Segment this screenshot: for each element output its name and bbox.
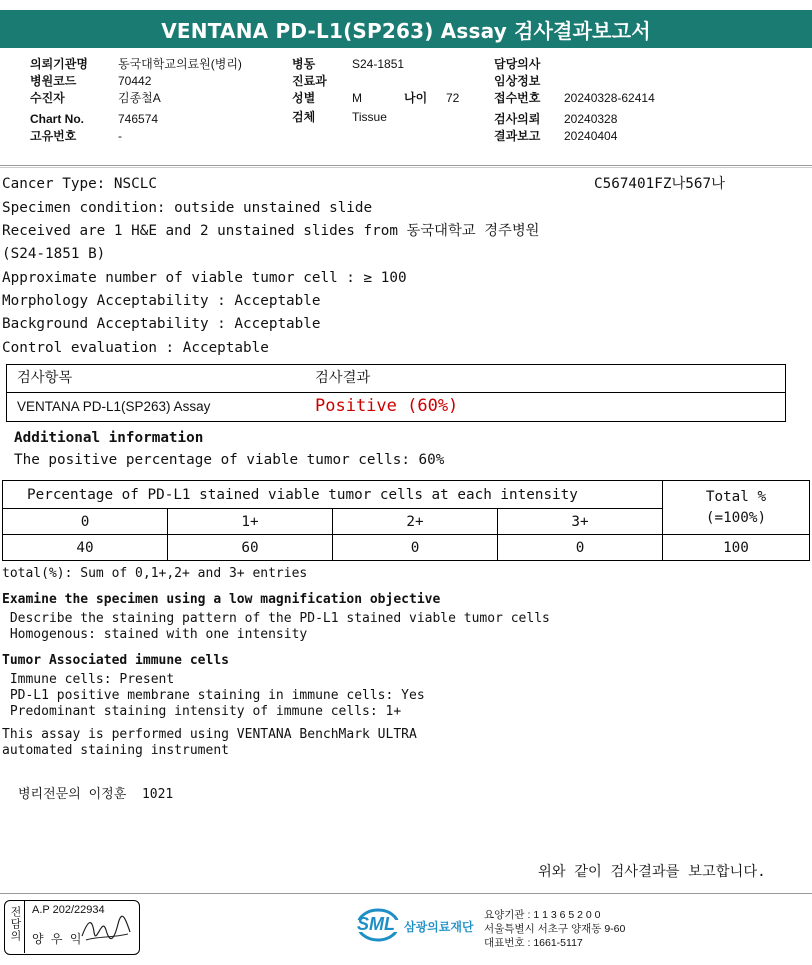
cancer-type: Cancer Type: NSCLC xyxy=(2,176,157,192)
info-label: 병원코드 xyxy=(30,74,77,88)
info-label: 진료과 xyxy=(292,74,327,88)
col-header-3: 3+ xyxy=(498,509,663,535)
result-value: Positive (60%) xyxy=(315,396,459,416)
info-value: M xyxy=(352,91,362,105)
specimen-number: (S24-1851 B) xyxy=(2,246,106,262)
info-label: 검사의뢰 xyxy=(494,112,541,126)
logo-text: SML xyxy=(357,914,395,934)
value-3: 0 xyxy=(498,535,663,561)
viable-tumor-count: Approximate number of viable tumor cell : ≥ 100 xyxy=(2,270,407,286)
info-value: 동국대학교의료원(병리) xyxy=(118,57,242,71)
total-label-2: (=100%) xyxy=(705,509,767,526)
value-1: 60 xyxy=(168,535,333,561)
immune-line-2: PD-L1 positive membrane staining in immune cells: Yes xyxy=(2,688,425,703)
info-label: 담당의사 xyxy=(494,57,541,71)
info-value: S24-1851 xyxy=(352,57,405,71)
result-header-result: 검사결과 xyxy=(315,370,371,386)
assay-line-2: automated staining instrument xyxy=(2,743,229,758)
contact-line-2: 서울특별시 서초구 양재동 9-60 xyxy=(484,923,626,935)
divider xyxy=(0,893,812,894)
info-value: 70442 xyxy=(118,74,152,88)
total-header xyxy=(663,481,810,535)
col-header-0: 0 xyxy=(3,509,168,535)
age-value: 72 xyxy=(446,91,460,105)
info-value: 20240328-62414 xyxy=(564,91,655,105)
examine-line-1: Describe the staining pattern of the PD-L1 stained viable tumor cells xyxy=(2,611,550,626)
intensity-header: Percentage of PD-L1 stained viable tumor cells at each intensity xyxy=(3,481,663,509)
morphology-acceptability: Morphology Acceptability : Acceptable xyxy=(2,293,321,309)
col-header-2: 2+ xyxy=(333,509,498,535)
ap-number: A.P 202/22934 xyxy=(32,904,105,916)
report-title: VENTANA PD-L1(SP263) Assay 검사결과보고서 xyxy=(0,10,812,48)
additional-text: The positive percentage of viable tumor cells: 60% xyxy=(14,452,445,468)
total-label-1: Total % xyxy=(705,488,767,505)
received-slides: Received are 1 H&E and 2 unstained slides from 동국대학교 경주병원 xyxy=(2,223,540,239)
signature-mark xyxy=(78,910,134,946)
assay-line-1: This assay is performed using VENTANA BenchMark ULTRA xyxy=(2,727,417,742)
info-col2 xyxy=(292,56,459,126)
info-label: 접수번호 xyxy=(494,91,541,105)
info-label: 검체 xyxy=(292,110,316,124)
sample-code: C567401FZ나567나 xyxy=(594,176,725,192)
examine-title: Examine the specimen using a low magnification objective xyxy=(2,592,441,607)
info-value: - xyxy=(118,129,122,143)
info-label: 고유번호 xyxy=(30,129,77,143)
closing-statement: 위와 같이 검사결과를 보고합니다. xyxy=(538,864,766,880)
info-label: Chart No. xyxy=(30,112,84,126)
result-header-item: 검사항목 xyxy=(17,370,73,386)
value-0: 40 xyxy=(3,535,168,561)
background-acceptability: Background Acceptability : Acceptable xyxy=(2,316,321,332)
additional-title: Additional information xyxy=(14,430,204,446)
doctor-name: 양 우 익 xyxy=(32,932,84,946)
info-col3 xyxy=(494,56,655,145)
contact-line-3: 대표번호 : 1661-5117 xyxy=(484,937,583,949)
intensity-table xyxy=(2,480,810,561)
info-label: 수진자 xyxy=(30,91,65,105)
info-label: 결과보고 xyxy=(494,129,541,143)
result-item: VENTANA PD-L1(SP263) Assay xyxy=(17,399,211,414)
divider xyxy=(0,165,812,166)
immune-title: Tumor Associated immune cells xyxy=(2,653,229,668)
contact-line-1: 요양기관 : 1 1 3 6 5 2 0 0 xyxy=(484,909,601,921)
pathologist: 병리전문의 이정훈 1021 xyxy=(18,787,174,802)
control-evaluation: Control evaluation : Acceptable xyxy=(2,340,269,356)
specimen-condition: Specimen condition: outside unstained slide xyxy=(2,200,373,216)
total-note: total(%): Sum of 0,1+,2+ and 3+ entries xyxy=(2,566,308,581)
info-value: Tissue xyxy=(352,110,387,124)
info-value: 746574 xyxy=(118,112,159,126)
col-header-1: 1+ xyxy=(168,509,333,535)
info-col1 xyxy=(30,56,242,145)
info-label: 임상정보 xyxy=(494,74,541,88)
divider xyxy=(0,167,812,168)
info-label: 성별 xyxy=(292,91,316,105)
info-value: 20240328 xyxy=(564,112,618,126)
age-label: 나이 xyxy=(404,91,428,105)
info-label: 의뢰기관명 xyxy=(30,57,88,71)
side-label: 전담의 xyxy=(9,906,22,942)
info-value: 김종철A xyxy=(118,91,161,105)
result-table xyxy=(6,364,786,422)
contact-block xyxy=(484,908,625,950)
value-total: 100 xyxy=(663,535,810,561)
org-name: 삼광의료재단 xyxy=(404,920,474,934)
info-value: 20240404 xyxy=(564,129,618,143)
info-label: 병동 xyxy=(292,57,316,71)
signature-side xyxy=(4,900,25,953)
examine-line-2: Homogenous: stained with one intensity xyxy=(2,627,308,642)
immune-line-3: Predominant staining intensity of immune cells: 1+ xyxy=(2,704,402,719)
value-2: 0 xyxy=(333,535,498,561)
immune-line-1: Immune cells: Present xyxy=(2,672,175,687)
